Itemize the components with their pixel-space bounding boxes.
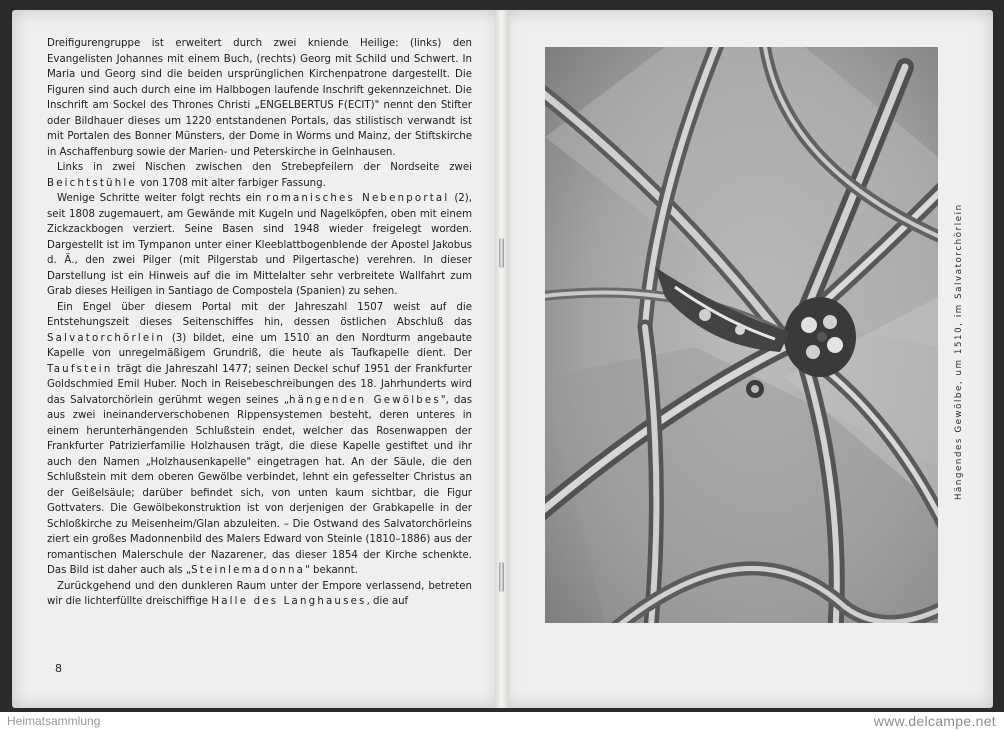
hanging-vault-image [545, 47, 938, 623]
paragraph-text: Dreifigurengruppe ist erweitert durch zwei kniende Heilige: (links) den Evangelisten Johannes mit einem Buch, (rechts) Georg mit Schild und Schwert. In Maria und Georg sind die beiden ursprünglichen Kirchenpatrone dargestellt. Die Figuren sind auch durch eine im Halbbogen laufende Inschrift gekennzeichnet. Die Inschrift am Sockel des Thrones Christi „ENGELBERTUS F(ECIT)" nennt den Stifter oder Bildhauer dieses um 1220 entstandenen Portals, das stilistisch verwandt ist mit Portalen des Bonner Münsters, der Dome in Worms und Mainz, der Stiftskirche in Aschaffenburg sowie der Marien- und Peterskirche in Gelnhausen. [47, 38, 472, 158]
emphasized-term: hängenden Gewölbes [288, 394, 441, 406]
body-paragraph [47, 191, 472, 300]
paragraph-text: Zurückgehend und den dunkleren Raum unter der Empore verlassend, betreten wir die lichterfüllte dreischiffige [47, 580, 472, 607]
book-gutter [495, 10, 509, 708]
body-paragraph [47, 36, 472, 160]
emphasized-term: Beichtstühle [47, 177, 137, 189]
paragraph-text: ", das aus zwei ineinanderverschobenen Rippensystemen besteht, deren unteres in einem herunterhängenden Schlußstein endet, welcher das Rosenwappen der Frankfurter Patrizierfamilie Holzhausen trägt, die diese Kapelle gestiftet und ihr auch den Namen „Holzhausenkapelle" eingetragen hat. An der Säule, die den Schlußstein mit dem oberen Gewölbe verbindet, lehnt ein gefesselter Christus an der Geißelsäule; darüber befindet sich, von unten kaum sichtbar, die Figur Gottvaters. Die Gewölbekonstruktion ist von derjenigen der Grabkapelle in der Schloßkirche zu Meisenheim/Glan abzuleiten. – Die Ostwand des Salvatorchörleins ziert ein großes Madonnenbild des Malers Edward von Steinle (1810–1886) aus der romantischen Malerschule der Nazarener, das dieser 1854 der Kirche schenkte. Das Bild ist daher auch als „ [47, 394, 472, 576]
paragraph-text: (3) bildet, eine um 1510 an den Nordturm angebaute Kapelle von unregelmäßigem Grundriß, die heute als Taufkapelle dient. Der [47, 332, 472, 359]
emphasized-term: Halle des Langhauses [211, 596, 367, 607]
body-paragraph [47, 300, 472, 579]
paragraph-text: " bekannt. [305, 565, 358, 576]
watermark-heimatsammlung[interactable]: Heimatsammlung [7, 714, 101, 728]
body-text-column [47, 36, 472, 610]
paragraph-text: Links in zwei Nischen zwischen den Strebepfeilern der Nordseite zwei [57, 162, 472, 173]
paragraph-text: trägt die Jahreszahl 1477; seinen Deckel schuf 1951 der Frankfurter Goldschmied Emil Huber. Noch in Reisebeschreibungen des 18. Jahrhunderts wird das Salvatorchörlein gerühmt wegen seines „ [47, 363, 472, 406]
photo-caption: Hängendes Gewölbe, um 1510, im Salvatorchörlein [954, 203, 964, 500]
paragraph-text: von 1708 mit alter farbiger Fassung. [136, 177, 326, 189]
vault-photograph [545, 47, 938, 623]
body-paragraph [47, 579, 472, 610]
emphasized-term: romanisches Nebenportal [266, 193, 450, 204]
paragraph-text: (2), seit 1808 zugemauert, am Gewände mit Kugeln und Nagelköpfen, oben mit einem Zickzackbogen verziert. Seine Basen sind 1948 wieder freigelegt worden. Dargestellt ist im Tympanon unter einer Kleeblattbogenblende der Apostel Jakobus d. Ä., den zwei Pilger (mit Pilgerstab und Pilgertasche) verehren. In dieser Darstellung ist ein Hinweis auf die im Mittelalter sehr verbreitete Wallfahrt zum Grab dieses Heiligen in Santiago de Compostela (Spanien) zu sehen. [47, 193, 472, 297]
emphasized-term: Steinlemadonna [191, 565, 306, 576]
staple-top [499, 238, 504, 268]
paragraph-text: , die auf [366, 596, 409, 607]
body-paragraph [47, 160, 472, 191]
watermark-delcampe[interactable]: www.delcampe.net [873, 713, 996, 729]
staple-bottom [499, 562, 504, 592]
emphasized-term: Salvatorchörlein [47, 332, 166, 344]
page-number: 8 [55, 662, 62, 675]
paragraph-text: Wenige Schritte weiter folgt rechts ein [57, 193, 267, 204]
paragraph-text: Ein Engel über diesem Portal mit der Jahreszahl 1507 weist auf die Entstehungszeit dieses Seitenschiffes hin, dessen östlichen Abschluß das [47, 301, 472, 328]
emphasized-term: Taufstein [47, 363, 113, 375]
